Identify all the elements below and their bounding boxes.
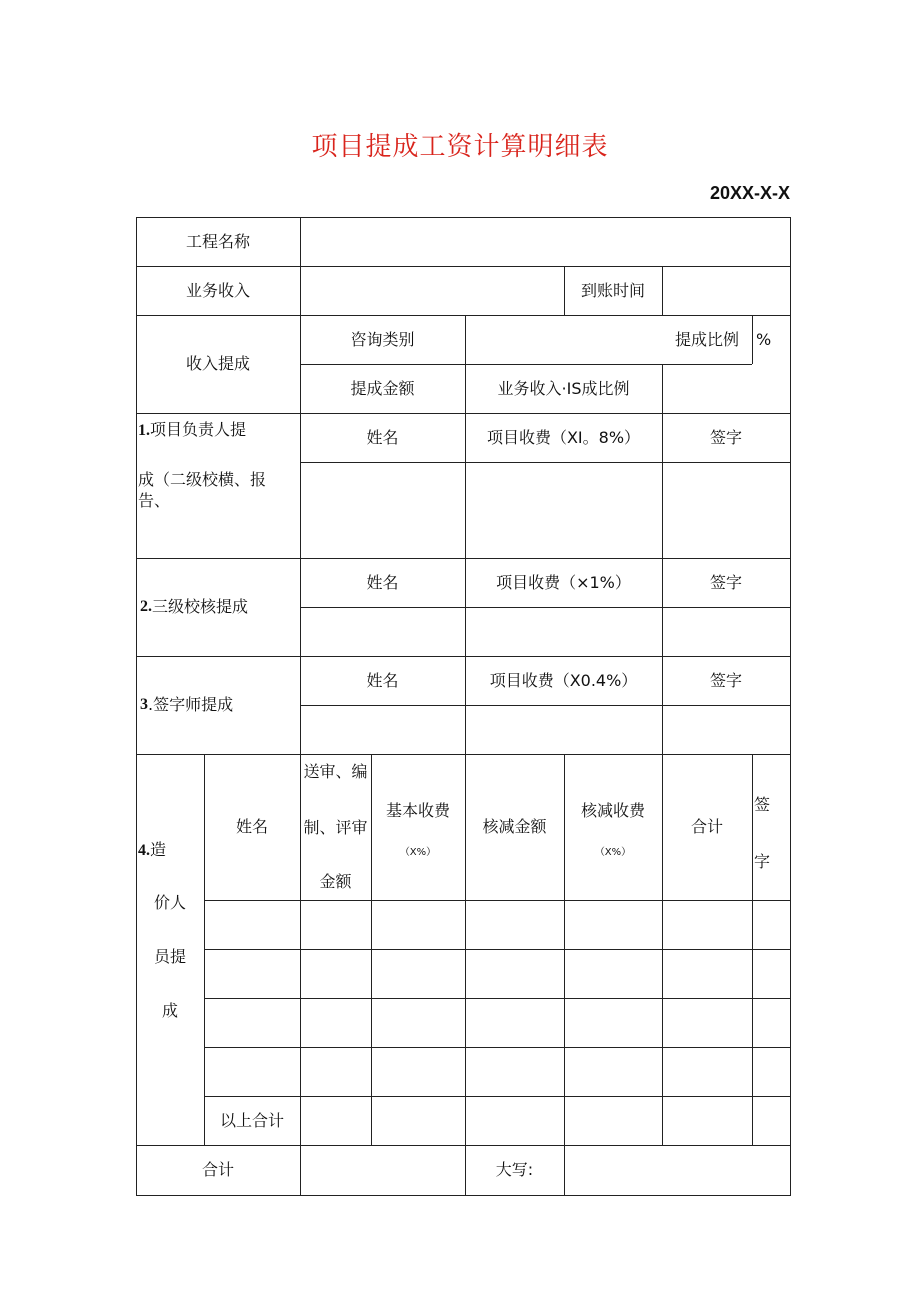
arrival-time-label: 到账时间 <box>580 280 645 300</box>
section4-review-line2: 制、评审 <box>303 818 368 837</box>
section4-review-line3: 金额 <box>319 872 352 891</box>
section1-title-line1: 项目负责人提 <box>150 420 247 439</box>
arrival-time-field[interactable] <box>663 267 790 315</box>
section2-sign-header: 签字 <box>709 572 742 592</box>
section4-row4-name[interactable] <box>205 1048 300 1096</box>
section4-total-header: 合计 <box>690 817 723 836</box>
footer-total-label: 合计 <box>201 1160 234 1179</box>
section4-row3-name[interactable] <box>205 999 300 1047</box>
section4-title-line1: 造 <box>150 840 167 859</box>
footer-capital-field[interactable] <box>565 1146 790 1195</box>
section4-sign-header <box>752 754 790 900</box>
section2-sign-field[interactable] <box>663 608 790 656</box>
section1-name-header: 姓名 <box>366 427 399 447</box>
section4-deduct-fee-header <box>564 754 662 900</box>
commission-amount-field[interactable] <box>663 365 790 413</box>
section2-name-field[interactable] <box>301 608 465 656</box>
section2-number: 2. <box>140 598 152 615</box>
consult-type-label: 咨询类别 <box>350 329 415 349</box>
project-name-field[interactable] <box>301 218 790 266</box>
section4-number: 4. <box>138 842 150 859</box>
footer-total-field[interactable] <box>301 1146 465 1195</box>
section2-fee-field[interactable] <box>466 608 662 656</box>
section1-sign-field[interactable] <box>663 463 790 558</box>
page-title: 项目提成工资计算明细表 <box>311 132 609 162</box>
footer-capital-label: 大写: <box>495 1160 534 1179</box>
section1-number: 1. <box>138 422 150 439</box>
section2-title <box>136 558 300 656</box>
section3-name-field[interactable] <box>301 706 465 754</box>
section4-review-header <box>300 756 371 900</box>
commission-amount-label: 提成金额 <box>350 378 415 398</box>
section1-fee-field[interactable] <box>466 463 662 558</box>
section3-number: 3 <box>140 696 148 713</box>
section3-fee-header: 项目收费（X0.4%） <box>489 670 638 690</box>
business-income-label: 业务收入 <box>185 280 250 300</box>
section4-base-fee-sub: （X%） <box>399 847 437 858</box>
section4-sign-line1: 签 <box>754 795 771 814</box>
section4-row1-name[interactable] <box>205 901 300 949</box>
section1-title <box>138 420 298 511</box>
project-name-label: 工程名称 <box>185 231 250 251</box>
section3-name-header: 姓名 <box>366 670 399 690</box>
section4-base-fee-header <box>371 754 465 900</box>
section1-title-line3: 告、 <box>138 490 171 510</box>
section1-title-line2: 成（二级校横、报 <box>138 469 267 489</box>
commission-formula: 业务收入·IS成比例 <box>497 378 630 398</box>
section4-title <box>136 842 204 1038</box>
section4-deduct-fee-label: 核减收费 <box>580 801 645 820</box>
section3-title <box>136 656 300 754</box>
section2-name-header: 姓名 <box>366 572 399 592</box>
section4-subtotal-label: 以上合计 <box>219 1110 284 1130</box>
section1-sign-header: 签字 <box>709 427 742 447</box>
section1-fee-header: 项目收费（XI。8%） <box>486 427 641 447</box>
section3-fee-field[interactable] <box>466 706 662 754</box>
section4-title-line3: 员提 <box>153 947 186 966</box>
section4-title-line4: 成 <box>161 1001 178 1020</box>
section4-review-line1: 送审、编 <box>303 762 368 781</box>
income-commission-label: 收入提成 <box>185 354 250 373</box>
section2-fee-header: 项目收费（×1%） <box>496 572 631 592</box>
consult-type-field[interactable] <box>466 316 662 364</box>
business-income-field[interactable] <box>301 267 564 315</box>
percent-sign: % <box>756 329 772 349</box>
section3-sign-field[interactable] <box>663 706 790 754</box>
document-date: 20XX-X-X <box>709 183 790 203</box>
section4-row2-name[interactable] <box>205 950 300 998</box>
section2-title-text: 三级校核提成 <box>152 597 249 616</box>
section4-deduct-amount-header: 核减金额 <box>482 817 547 836</box>
section4-deduct-fee-sub: （X%） <box>594 847 632 858</box>
section3-title-text: .签字师提成 <box>148 695 234 714</box>
section4-title-line2: 价人 <box>153 893 186 912</box>
commission-ratio-label: 提成比例 <box>674 329 739 349</box>
section4-base-fee-label: 基本收费 <box>385 801 450 820</box>
section1-name-field[interactable] <box>301 463 465 558</box>
section3-sign-header: 签字 <box>709 670 742 690</box>
section4-name-header: 姓名 <box>235 817 268 836</box>
section4-sign-line2: 字 <box>754 852 771 871</box>
